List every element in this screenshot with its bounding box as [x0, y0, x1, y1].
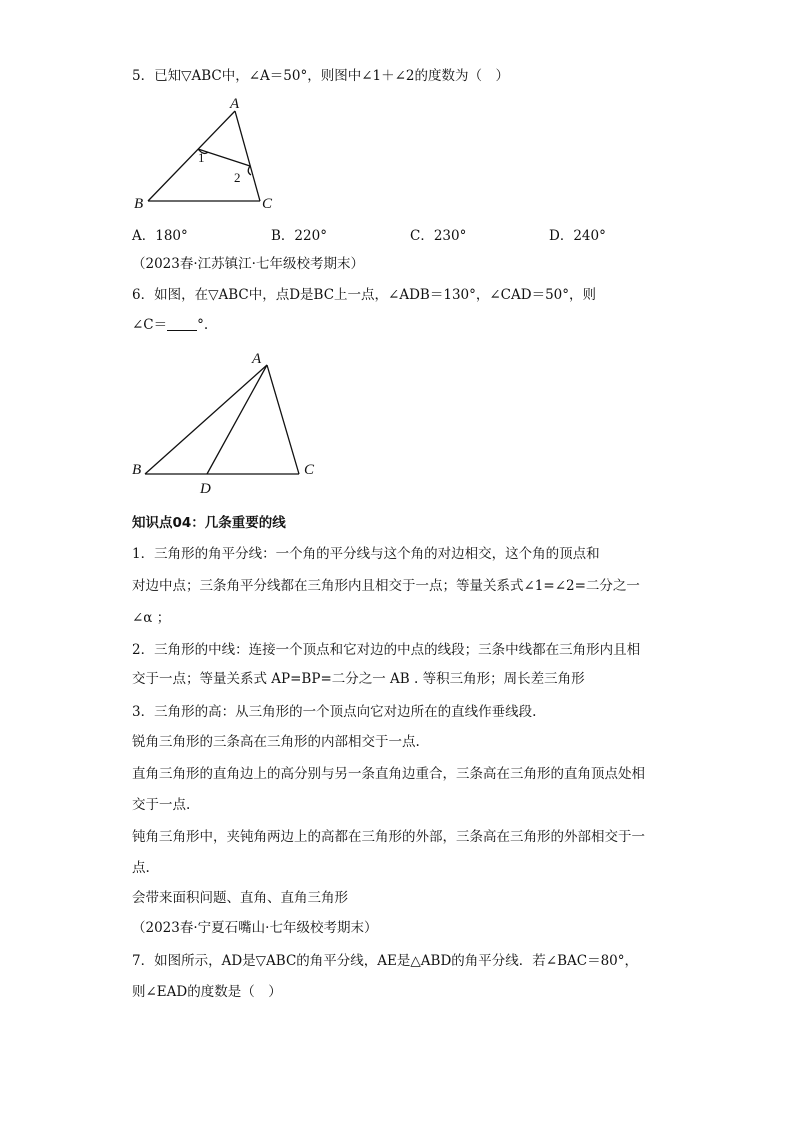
section-line: 交于一点.	[132, 797, 191, 813]
q6-stem: 6．如图，在▽ABC中，点D是BC上一点，∠ADB＝130°，∠CAD＝50°，则	[132, 287, 597, 303]
section-line: 对边中点；三条角平分线都在三角形内且相交于一点；等量关系式∠1=∠2=二分之一	[132, 578, 640, 594]
answer-blank	[167, 316, 197, 331]
q6-label-c: C	[304, 462, 315, 478]
q7-stem: 7．如图所示，AD是▽ABC的角平分线，AE是△ABD的角平分线．若∠BAC＝80°，	[132, 953, 639, 969]
section-line: 点.	[132, 860, 150, 876]
section-line: 2．三角形的中线：连接一个顶点和它对边的中点的线段；三条中线都在三角形内且相	[132, 642, 641, 658]
q5-option-c: C．230°	[410, 228, 467, 244]
q5-option-b: B．220°	[271, 228, 327, 244]
q6-triangle-figure	[145, 365, 299, 474]
section-line: 交于一点；等量关系式 AP=BP=二分之一 AB . 等积三角形；周长差三角形	[132, 671, 585, 687]
q5-label-c: C	[262, 196, 273, 212]
section-line: 1．三角形的角平分线：一个角的平分线与这个角的对边相交，这个角的顶点和	[132, 546, 600, 562]
q5-label-2: 2	[234, 170, 241, 185]
section-line: 直角三角形的直角边上的高分别与另一条直角边重合，三条高在三角形的直角顶点处相	[132, 766, 645, 782]
q6-label-a: A	[252, 351, 262, 367]
q5-label-b: B	[134, 196, 144, 212]
section-line: 钝角三角形中，夹钝角两边上的高都在三角形的外部，三条高在三角形的外部相交于一	[132, 829, 645, 845]
q6-stem2-suffix: °.	[197, 317, 209, 333]
q6-source: （2023春·江苏镇江·七年级校考期末）	[132, 256, 364, 272]
section-line: 锐角三角形的三条高在三角形的内部相交于一点.	[132, 734, 420, 750]
section-line: 会带来面积问题、直角、直角三角形	[132, 890, 348, 906]
q6-label-d: D	[200, 481, 211, 497]
section-heading: 知识点04：几条重要的线	[132, 515, 286, 531]
q7-stem-line2: 则∠EAD的度数是（ ）	[132, 984, 282, 1000]
q6-stem2-prefix: ∠C＝	[132, 317, 168, 333]
section-line: 3．三角形的高：从三角形的一个顶点向它对边所在的直线作垂线段.	[132, 704, 537, 720]
q6-stem-line2	[132, 316, 208, 334]
q5-stem: 5．已知▽ABC中，∠A＝50°，则图中∠1＋∠2的度数为（ ）	[132, 68, 510, 84]
q5-label-a: A	[230, 96, 240, 112]
q5-option-d: D．240°	[549, 228, 606, 244]
q5-label-1: 1	[198, 150, 205, 165]
q6-label-b: B	[132, 462, 142, 478]
section-line: ∠α ；	[132, 610, 171, 626]
q7-source: （2023春·宁夏石嘴山·七年级校考期末）	[132, 920, 378, 936]
q5-option-a: A．180°	[132, 228, 188, 244]
